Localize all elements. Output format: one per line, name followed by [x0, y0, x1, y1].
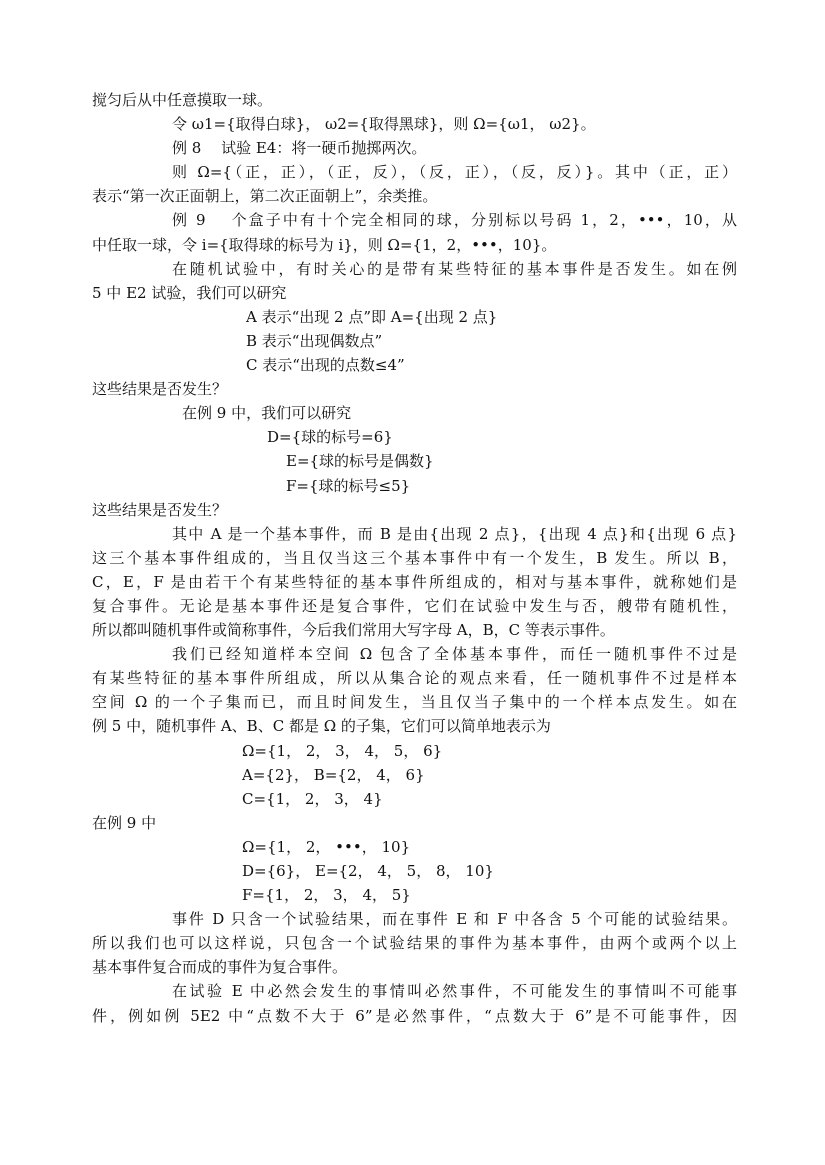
- paragraph-start: 其中 A 是一个基本事件，而 B 是由{出现 2 点}，{出现 4 点}和{出现 6 点}: [172, 524, 737, 543]
- document-page: [92, 88, 737, 1028]
- text-line: 件，例如例 5E2 中“点数不大于 6”是必然事件，“点数大于 6”是不可能事件，因: [92, 1006, 737, 1025]
- set-expression: Ω={1， 2， 3， 4， 5， 6}: [242, 741, 443, 760]
- set-expression: C={1， 2， 3， 4}: [242, 789, 383, 808]
- event-definition-b: B 表示“出现偶数点”: [246, 331, 383, 350]
- text-line: 表示“第一次正面朝上，第二次正面朝上”，余类推。: [92, 187, 438, 206]
- text-line: 中任取一球，令 i={取得球的标号为 i}，则 Ω={1，2，•••，10}。: [92, 235, 557, 254]
- paragraph-start: 事件 D 只含一个试验结果，而在事件 E 和 F 中各含 5 个可能的试验结果。: [172, 910, 737, 929]
- event-definition-c: C 表示“出现的点数≤4”: [246, 356, 405, 375]
- text-line: 5 中 E2 试验，我们可以研究: [92, 283, 287, 302]
- text-line: 复合事件。无论是基本事件还是复合事件，它们在试验中发生与否，艘带有随机性，: [92, 596, 737, 615]
- text-line: 所以我们也可以这样说，只包含一个试验结果的事件为基本事件，由两个或两个以上: [92, 934, 737, 953]
- text-line: C，E，F 是由若干个有某些特征的基本事件所组成的，相对与基本事件，就称她们是: [92, 572, 737, 591]
- event-definition-f: F={球的标号≤5}: [286, 476, 411, 495]
- text-line: 在例 9 中: [92, 813, 157, 832]
- event-definition-d: D={球的标号=6}: [267, 428, 393, 447]
- set-expression: F={1， 2， 3， 4， 5}: [242, 886, 411, 905]
- text-line: 这些结果是否发生？: [92, 380, 228, 399]
- text-line: 在例 9 中，我们可以研究: [182, 404, 352, 423]
- text-line: 则 Ω={（正，正），（正，反），（反，正），（反，反）}。其中（正，正）: [172, 163, 737, 182]
- text-line: 基本事件复合而成的事件为复合事件。: [92, 958, 348, 977]
- event-definition-e: E={球的标号是偶数}: [286, 452, 434, 471]
- text-line: 这些结果是否发生？: [92, 500, 228, 519]
- paragraph-start: 在随机试验中，有时关心的是带有某些特征的基本事件是否发生。如在例: [172, 259, 737, 278]
- event-definition-a: A 表示“出现 2 点”即 A={出现 2 点}: [246, 307, 498, 326]
- paragraph-start: 在试验 E 中必然会发生的事情叫必然事件，不可能发生的事情叫不可能事: [172, 982, 737, 1001]
- set-expression: D={6}， E={2， 4， 5， 8， 10}: [242, 862, 494, 880]
- text-line: 令 ω1={取得白球}， ω2={取得黑球}，则 Ω={ω1， ω2}。: [172, 115, 596, 134]
- text-line: 有某些特征的基本事件所组成，所以从集合论的观点来看，任一随机事件不过是样本: [92, 669, 737, 688]
- paragraph-start: 我们已经知道样本空间 Ω 包含了全体基本事件，而任一随机事件不过是: [172, 645, 737, 664]
- text-line: 搅匀后从中任意摸取一球。: [92, 91, 273, 109]
- set-expression: A={2}， B={2， 4， 6}: [242, 765, 425, 784]
- text-line: 这三个基本事件组成的，当且仅当这三个基本事件中有一个发生，B 发生。所以 B，: [92, 548, 737, 567]
- set-expression: Ω={1， 2， •••， 10}: [242, 837, 411, 856]
- example-8-heading: 例 8 试验 E4：将一硬币抛掷两次。: [172, 139, 427, 158]
- example-9-heading: 例 9 个盒子中有十个完全相同的球，分别标以号码 1，2，•••，10，从: [172, 211, 737, 230]
- text-line: 空间 Ω 的一个子集而已，而且时间发生，当且仅当子集中的一个样本点发生。如在: [92, 693, 737, 712]
- text-line: 所以都叫随机事件或简称事件，今后我们常用大写字母 A，B，C 等表示事件。: [92, 621, 615, 640]
- text-line: 例 5 中，随机事件 A、B、C 都是 Ω 的子集，它们可以简单地表示为: [92, 717, 551, 736]
